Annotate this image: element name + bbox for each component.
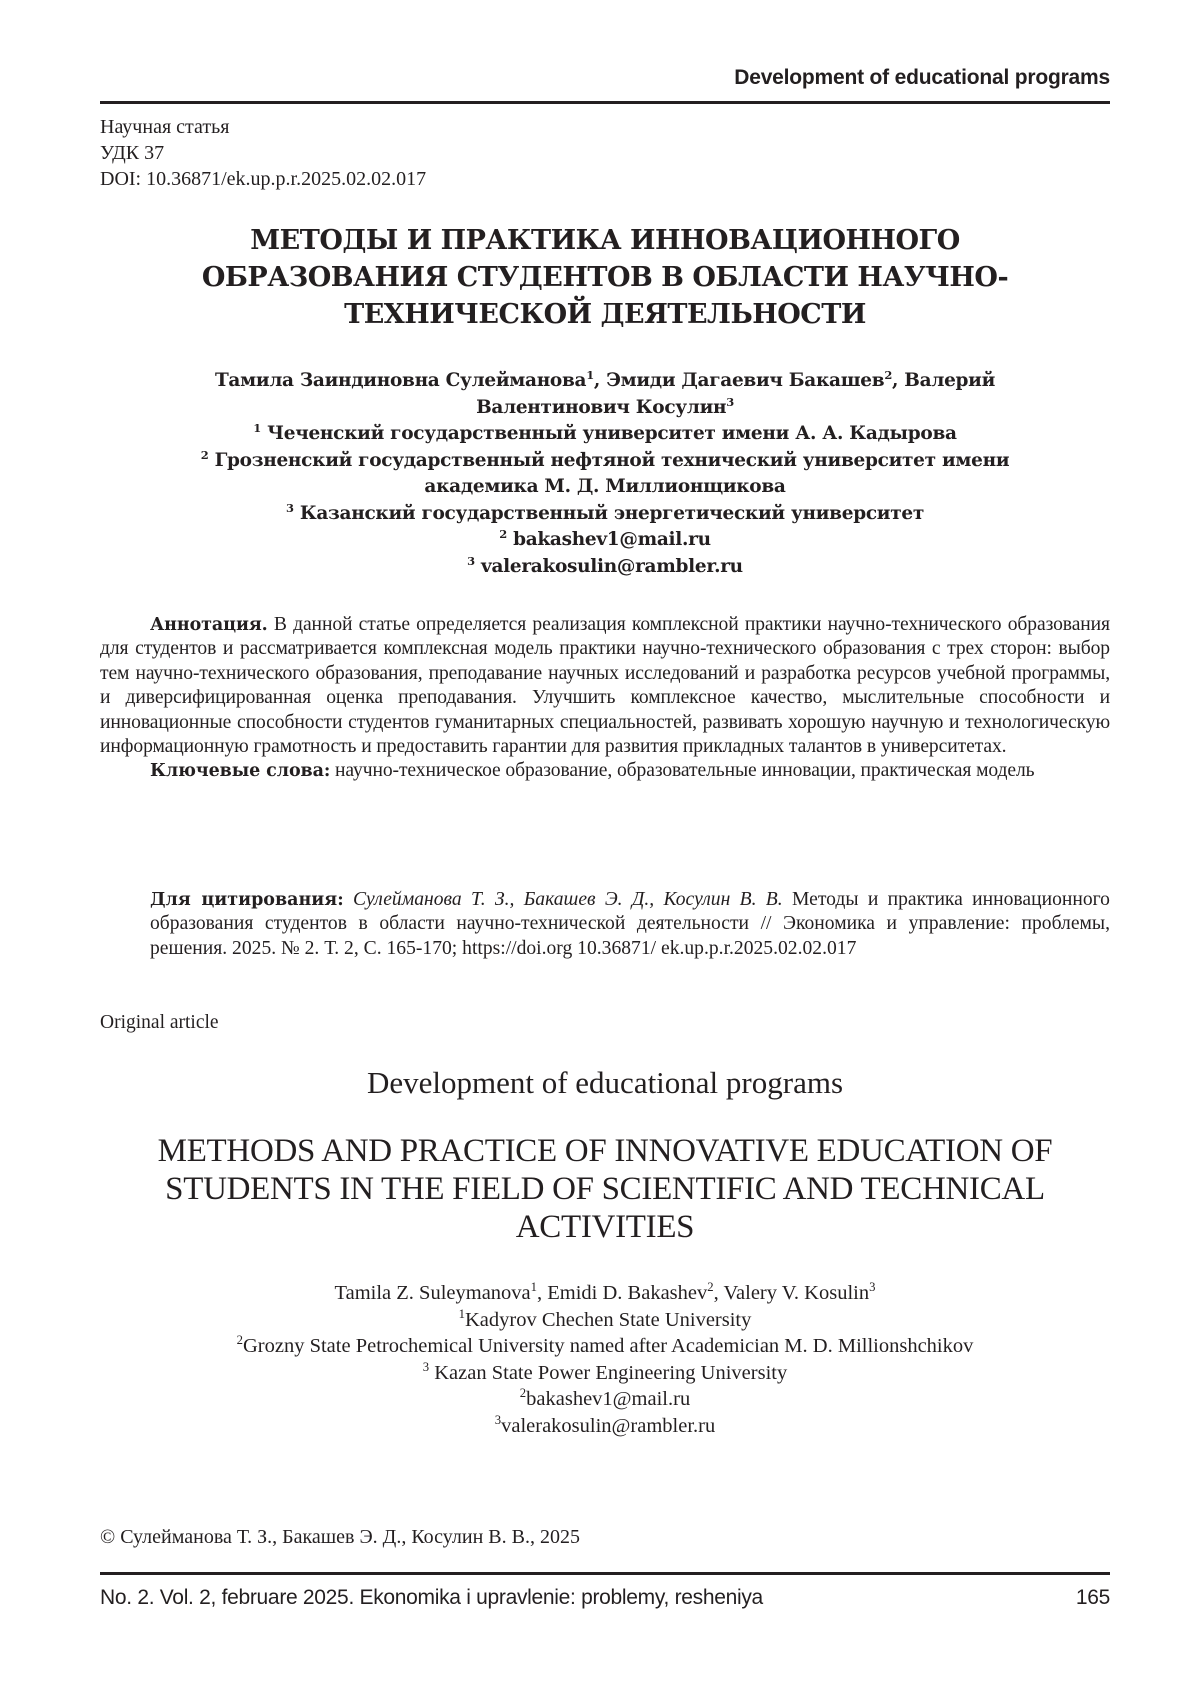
title-ru-line: ОБРАЗОВАНИЯ СТУДЕНТОВ В ОБЛАСТИ НАУЧНО- <box>201 262 1009 293</box>
article-type: Научная статья <box>100 116 230 138</box>
author-name: Тамила Заиндиновна Сулейманова <box>214 370 587 391</box>
email <box>100 554 1110 581</box>
citation-authors: Сулейманова Т. З., Бакашев Э. Д., Косулин В. В. <box>352 889 783 910</box>
article-meta <box>100 114 426 192</box>
affiliation <box>100 1333 1110 1360</box>
affiliation-text: Kazan State Power Engineering University <box>429 1361 788 1384</box>
abstract-label: Аннотация. <box>150 615 268 635</box>
keywords <box>100 759 1110 783</box>
affiliation <box>100 421 1110 448</box>
affiliation-mark: 1 <box>253 420 261 435</box>
author-name: , Emidi D. Bakashev <box>537 1282 708 1304</box>
affiliation-text: Kadyrov Chechen State University <box>465 1308 752 1331</box>
affiliation-text: Grozny State Petrochemical University named after Academician M. D. Millionshchikov <box>242 1335 974 1357</box>
title-english <box>100 1132 1110 1246</box>
affiliation <box>100 1307 1110 1334</box>
affiliation-text: Чеченский государственный университет имени А. А. Кадырова <box>267 423 957 444</box>
affiliation-mark: 1 <box>586 367 594 382</box>
citation-text: Методы и практика инновационного образования студентов в области научно-технической деятельности // Экономика и управление: проблемы, решения. 2025. № 2. Т. 2, С. 165-170; https://doi.org 10.36871/ ek.up.p.r.2025.02.02.017 <box>150 889 1110 959</box>
authors-russian <box>100 368 1110 580</box>
citation-block <box>150 888 1110 961</box>
author-name: Валентинович Косулин <box>476 396 727 418</box>
title-en-line: ACTIVITIES <box>515 1209 695 1245</box>
affiliation-mark: 3 <box>467 553 475 568</box>
page-footer <box>100 1586 1110 1610</box>
email <box>100 527 1110 554</box>
abstract-text: В данной статье определяется реализация комплексной практики научно-технического образования для студентов и рассматривается комплексная модель практики научно-технического образования с трех сторон: выбор тем научно-технического образования, преподавание научных исследований и разработка ресурсов учебной программы, и диверсифицированная оценка преподавания. Улучшить комплексное качество, мыслительные способности и инновационные способности студентов гуманитарных специальностей, развивать хорошую научную и технологическую информационную грамотность и предоставить гарантии для развития прикладных талантов в университетах. <box>100 614 1110 758</box>
affiliation-mark: 2 <box>499 526 507 541</box>
affiliation <box>100 1360 1110 1387</box>
affiliation <box>100 474 1110 501</box>
affiliation-mark: 1 <box>458 1306 465 1321</box>
doi[interactable]: DOI: 10.36871/ek.up.p.r.2025.02.02.017 <box>100 168 427 190</box>
affiliation-mark: 2 <box>236 1333 243 1348</box>
email-link[interactable]: bakashev1@mail.ru <box>513 529 711 550</box>
affiliation-mark: 3 <box>285 500 294 515</box>
affiliation-mark: 3 <box>726 394 734 409</box>
affiliation-text: Казанский государственный энергетический университет <box>299 502 925 524</box>
author-line <box>100 368 1110 395</box>
email-link[interactable]: valerakosulin@rambler.ru <box>501 1414 716 1437</box>
affiliation-mark: 2 <box>200 447 209 462</box>
original-article-label: Original article <box>100 1012 219 1033</box>
copyright-notice: © Сулейманова Т. З., Бакашев Э. Д., Косулин В. В., 2025 <box>100 1526 580 1548</box>
authors-english <box>100 1280 1110 1439</box>
citation-label: Для цитирования: <box>150 890 344 910</box>
affiliation-text: академика М. Д. Миллионщикова <box>424 476 786 497</box>
keywords-label: Ключевые слова: <box>150 761 331 782</box>
abstract <box>100 613 1110 759</box>
author-name: , Valery V. Kosulin <box>713 1282 870 1304</box>
running-header: Development of educational programs <box>734 66 1110 89</box>
footer-rule <box>100 1572 1110 1575</box>
title-ru-line: ТЕХНИЧЕСКОЙ ДЕЯТЕЛЬНОСТИ <box>344 299 866 330</box>
section-heading-en: Development of educational programs <box>366 1065 844 1100</box>
header-rule <box>100 101 1110 104</box>
title-russian <box>100 222 1110 333</box>
email-link[interactable]: bakashev1@mail.ru <box>526 1388 691 1410</box>
affiliation <box>100 448 1110 475</box>
email <box>100 1413 1110 1440</box>
affiliation-mark: 2 <box>884 367 893 382</box>
author-line <box>100 1280 1110 1307</box>
title-en-line: STUDENTS IN THE FIELD OF SCIENTIFIC AND TECHNICAL <box>165 1171 1045 1207</box>
email <box>100 1386 1110 1413</box>
affiliation-mark: 1 <box>530 1280 538 1295</box>
author-line <box>100 395 1110 422</box>
journal-info: No. 2. Vol. 2, februare 2025. Ekonomika i upravlenie: problemy, resheniya <box>100 1586 763 1609</box>
affiliation-mark: 3 <box>422 1359 430 1374</box>
page-number: 165 <box>1075 1586 1110 1609</box>
affiliation-mark: 3 <box>869 1280 876 1295</box>
author-name: , Эмиди Дагаевич Бакашев <box>593 370 885 391</box>
abstract-section <box>100 613 1110 784</box>
author-name: , Валерий <box>892 370 996 391</box>
affiliation-mark: 2 <box>707 1280 714 1295</box>
affiliation-mark: 2 <box>519 1386 527 1401</box>
affiliation-text: Грозненский государственный нефтяной технический университет имени <box>214 449 1010 471</box>
affiliation <box>100 501 1110 528</box>
author-name: Tamila Z. Suleymanova <box>334 1282 531 1304</box>
title-ru-line: МЕТОДЫ И ПРАКТИКА ИННОВАЦИОННОГО <box>250 225 960 256</box>
affiliation-mark: 3 <box>494 1412 502 1427</box>
title-en-line: METHODS AND PRACTICE OF INNOVATIVE EDUCATION OF <box>157 1133 1053 1169</box>
keywords-text: научно-техническое образование, образовательные инновации, практическая модель <box>335 760 1035 782</box>
udc-code: УДК 37 <box>100 142 165 164</box>
email-link[interactable]: valerakosulin@rambler.ru <box>481 555 743 577</box>
